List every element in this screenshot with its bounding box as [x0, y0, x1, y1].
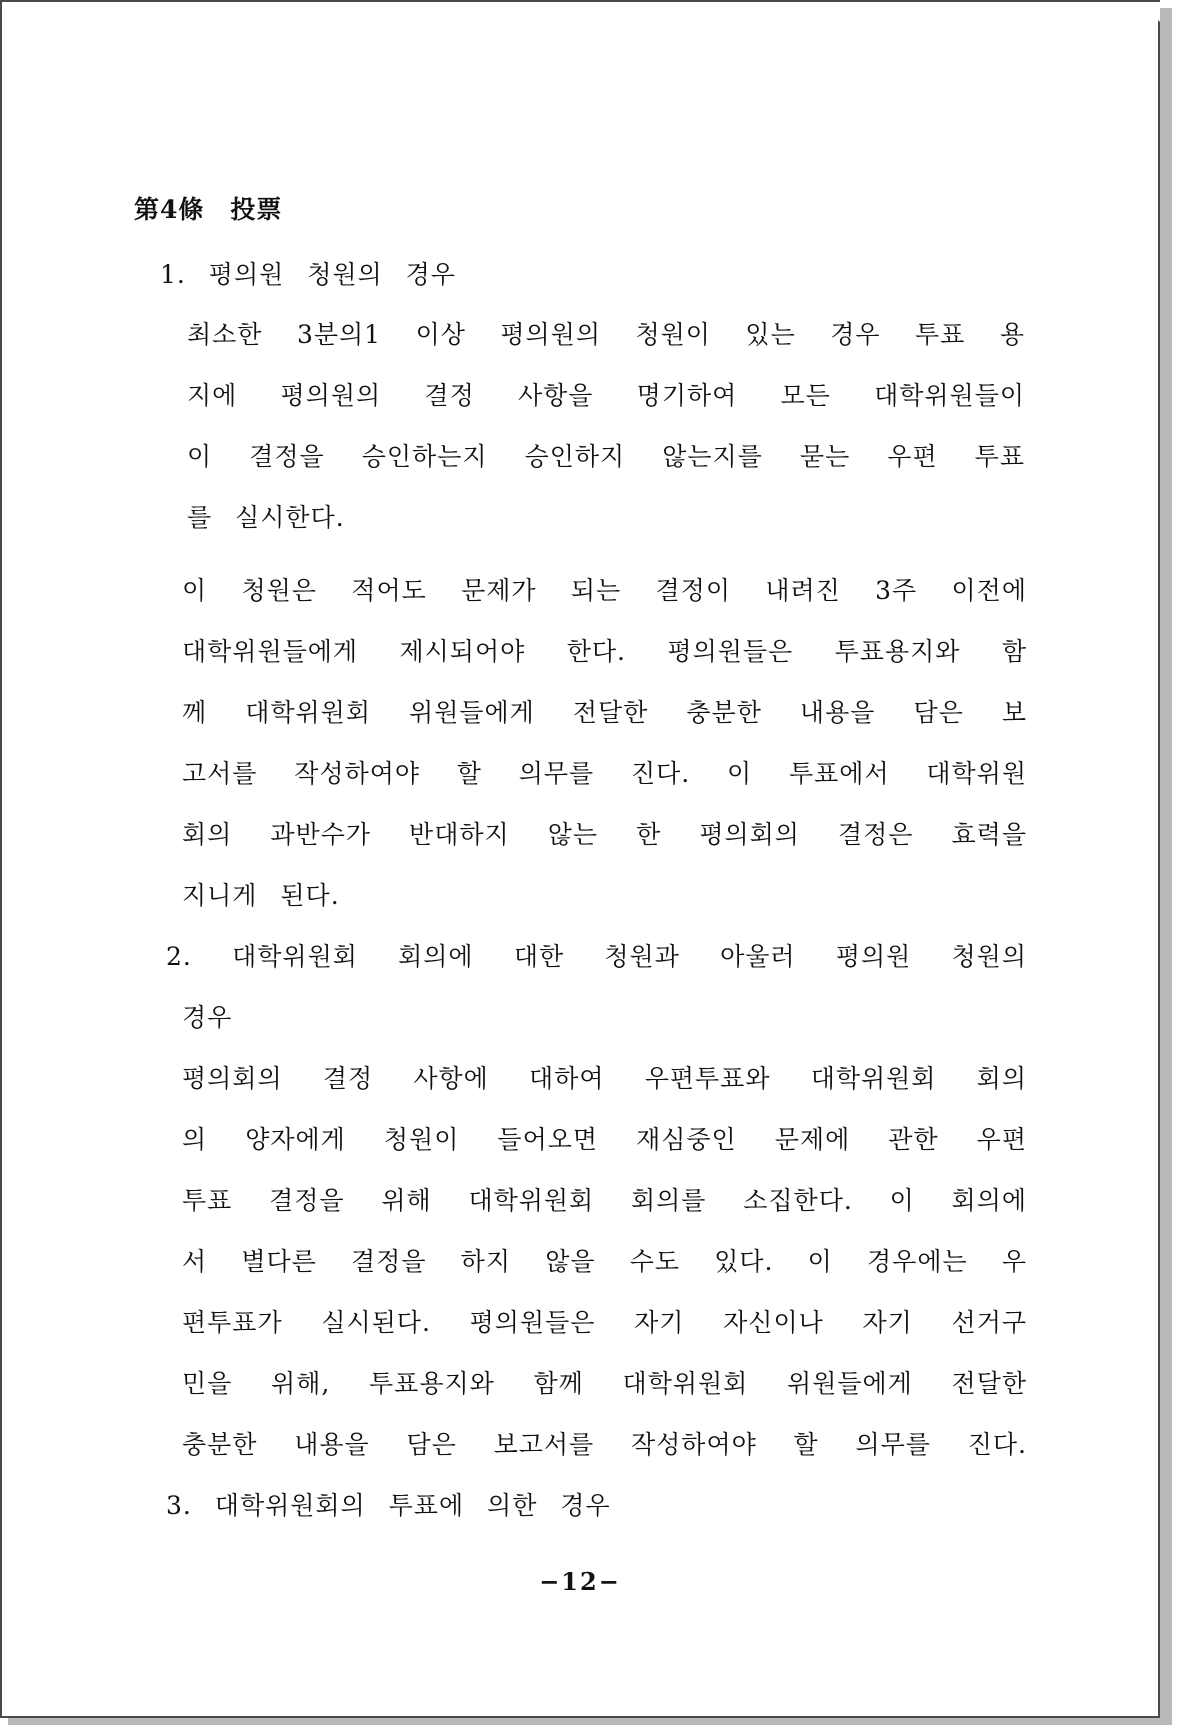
- section-heading: 1. 평의원 청원의 경우: [160, 260, 456, 289]
- paragraph-line: 최소한 3분의1 이상 평의원의 청원이 있는 경우 투표 용: [187, 320, 1025, 349]
- section-heading: 2. 대학위원회 회의에 대한 청원과 아울러 평의원 청원의: [166, 942, 1027, 971]
- page-number: −12−: [539, 1567, 621, 1596]
- paragraph-line: 서 별다른 결정을 하지 않을 수도 있다. 이 경우에는 우: [182, 1247, 1027, 1276]
- section-heading-continuation: 경우: [182, 1003, 233, 1032]
- article-title: 第4條 投票: [134, 195, 283, 224]
- paragraph-line: 지에 평의원의 결정 사항을 명기하여 모든 대학위원들이: [187, 381, 1025, 410]
- paragraph-line: 이 청원은 적어도 문제가 되는 결정이 내려진 3주 이전에: [182, 576, 1027, 605]
- paragraph-line: 민을 위해, 투표용지와 함께 대학위원회 위원들에게 전달한: [182, 1369, 1027, 1398]
- page-shadow: [8, 1718, 1172, 1725]
- paragraph-line: 평의회의 결정 사항에 대하여 우편투표와 대학위원회 회의: [182, 1064, 1027, 1093]
- paragraph-line: 편투표가 실시된다. 평의원들은 자기 자신이나 자기 선거구: [182, 1308, 1027, 1337]
- paragraph-line: 의 양자에게 청원이 들어오면 재심중인 문제에 관한 우편: [182, 1125, 1027, 1154]
- paragraph-line: 대학위원들에게 제시되어야 한다. 평의원들은 투표용지와 함: [182, 637, 1027, 666]
- paragraph-line: 이 결정을 승인하는지 승인하지 않는지를 묻는 우편 투표: [187, 442, 1025, 471]
- paragraph-line: 를 실시한다.: [187, 503, 345, 532]
- paragraph-line: 께 대학위원회 위원들에게 전달한 충분한 내용을 담은 보: [182, 698, 1027, 727]
- paragraph-line: 지니게 된다.: [182, 881, 340, 910]
- paragraph-line: 회의 과반수가 반대하지 않는 한 평의회의 결정은 효력을: [182, 820, 1027, 849]
- paragraph-line: 고서를 작성하여야 할 의무를 진다. 이 투표에서 대학위원: [182, 759, 1027, 788]
- paragraph-line: 충분한 내용을 담은 보고서를 작성하여야 할 의무를 진다.: [182, 1430, 1027, 1459]
- paragraph-line: 투표 결정을 위해 대학위원회 회의를 소집한다. 이 회의에: [182, 1186, 1027, 1215]
- page-shadow: [1160, 8, 1172, 1722]
- section-heading: 3. 대학위원회의 투표에 의한 경우: [166, 1491, 611, 1520]
